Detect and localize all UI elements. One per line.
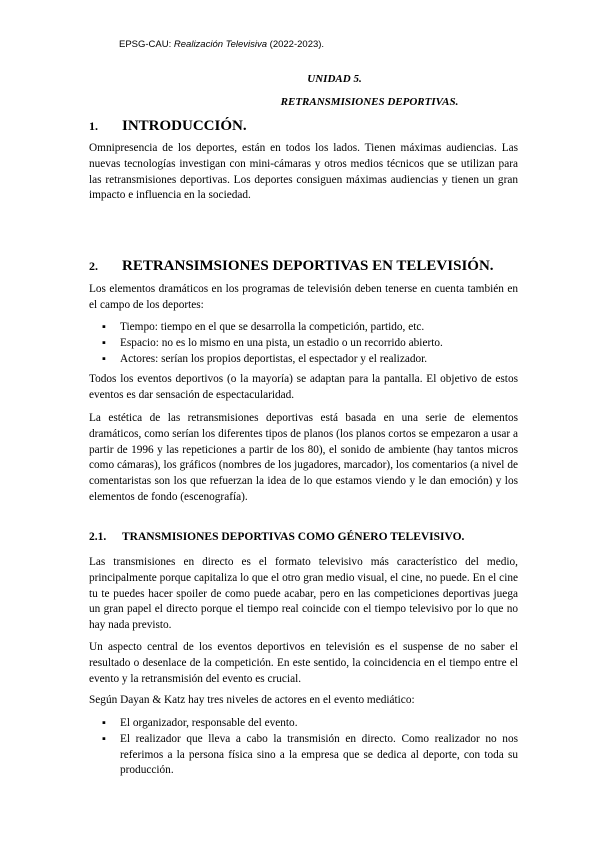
section-1-title: INTRODUCCIÓN. (122, 118, 247, 134)
list-item: ▪ Tiempo: tiempo en el que se desarrolla la competición, partido, etc. (102, 320, 518, 336)
section-1-heading (89, 117, 247, 135)
section-2-1-title: TRANSMISIONES DEPORTIVAS COMO GÉNERO TELEVISIVO. (122, 531, 465, 543)
section-2-paragraph-3: La estética de las retransmisiones deportivas está basada en una serie de elementos dramáticos, como serían los diferentes tipos de planos (los planos cortos se empezaron a usar a partir de 1996 y las repeticiones a partir de los 80), el sonido de ambiente (hay tantos micros como cámaras), los gráficos (nombres de los jugadores, marcador), los comentarios (a nivel de comentaristas son los que refuerzan la idea de lo que estamos viendo y le dan emoción) y los elementos de fondo (escenografía). (89, 412, 518, 503)
unit-title: RETRANSMISIONES DEPORTIVAS. (280, 96, 459, 108)
section-2-heading (89, 257, 494, 275)
section-2-1-paragraph-2: Un aspecto central de los eventos deportivos en televisión es el suspense de no saber el resultado o desenlace de la competición. En este sentido, la coincidencia en el tiempo entre el evento y la retransmisión del evento es crucial. (89, 641, 518, 685)
list-item: ▪ El realizador que lleva a cabo la transmisión en directo. Como realizador no nos referimos a la persona física sino a la empresa que se dedica al deporte, con toda su producción. (102, 732, 518, 779)
header-prefix: EPSG-CAU: (119, 39, 174, 50)
list-item: ▪ Espacio: no es lo mismo en una pista, un estadio o un recorrido abierto. (102, 336, 518, 352)
header-year: (2022-2023). (267, 39, 325, 50)
list-item: ▪ Actores: serían los propios deportistas, el espectador y el realizador. (102, 352, 518, 368)
section-2-bullet-list (102, 320, 518, 367)
section-2-1-paragraph-1: Las transmisiones en directo es el formato televisivo más característico del medio, principalmente porque capitaliza lo que el otro gran medio visual, el cine, no puede. En el cine tu te puedes hacer spoiler de como puede acabar, pero en las competiciones deportivas juega un gran papel el directo porque el tiempo real coincide con el tiempo televisivo por lo que no hay nada previsto. (89, 556, 518, 632)
list-item: ▪ El organizador, responsable del evento. (102, 716, 518, 732)
section-2-paragraph-1: Los elementos dramáticos en los programas de televisión deben tenerse en cuenta también en el campo de los deportes: (89, 283, 518, 311)
section-2-1-paragraph-3: Según Dayan & Katz hay tres niveles de actores en el evento mediático: (89, 694, 415, 706)
section-2-title: RETRANSIMSIONES DEPORTIVAS EN TELEVISIÓN. (122, 258, 494, 274)
section-1-paragraph: Omnipresencia de los deportes, están en todos los lados. Tienen máximas audiencias. Las nuevas tecnologías investigan con mini-cámaras y otros medios técnicos que se utilizan para las retransmisiones deportivas. Los deportes consiguen máximas audiencias y tienen un gran impacto e influencia en la sociedad. (89, 142, 518, 202)
section-2-1-bullet-list (102, 716, 518, 779)
section-2-number: 2. (89, 259, 98, 273)
unit-label: UNIDAD 5. (307, 73, 362, 85)
page-header (119, 39, 324, 50)
section-2-1-heading (89, 531, 464, 543)
header-course: Realización Televisiva (173, 39, 268, 50)
section-2-paragraph-2: Todos los eventos deportivos (o la mayoría) se adaptan para la pantalla. El objetivo de estos eventos es dar sensación de espectacularidad. (89, 373, 518, 401)
section-1-number: 1. (89, 119, 98, 133)
section-2-1-number: 2.1. (89, 531, 107, 543)
